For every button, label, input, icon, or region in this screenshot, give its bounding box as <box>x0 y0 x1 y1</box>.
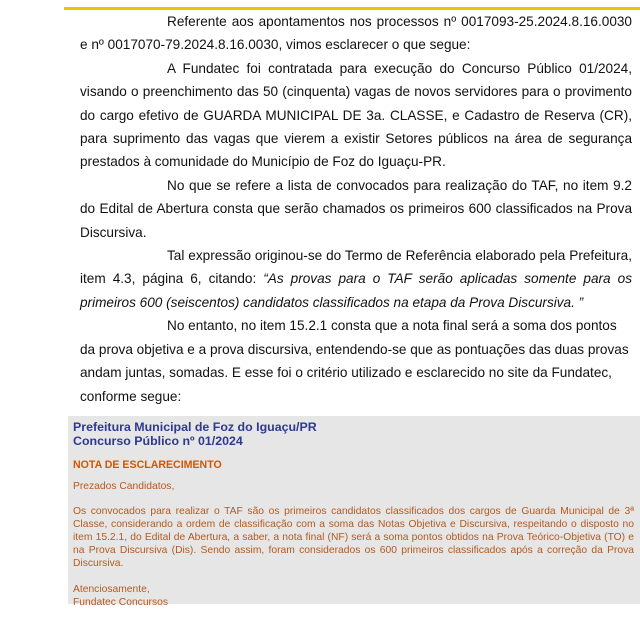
paragraph-origin <box>80 244 632 314</box>
notice-greeting: Prezados Candidatos, <box>73 481 175 492</box>
paragraph-reference: Referente aos apontamentos nos processos nº 0017093-25.2024.8.16.0030 e nº 0017070-79.2024.8.16.0030, vimos esclarecer o que segue: <box>80 14 632 53</box>
origin-quote: “As provas para o TAF serão aplicadas somente para os primeiros 600 (seiscentos) candidatos classificados na etapa da Prova Discursiva. ” <box>80 271 632 310</box>
notice-signature: Fundatec Concursos <box>73 597 169 608</box>
paragraph-contract: A Fundatec foi contratada para execução do Concurso Público 01/2024, visando o preenchimento das 50 (cinquenta) vagas de novos servidores para o provimento do cargo efetivo de GUARDA MUNICIPAL DE 3a. CLASSE, e Cadastro de Reserva (CR), para suprimento das vagas que vierem a existir Setores públicos na área de segurança prestados à comunidade do Município de Foz do Iguaçu-PR. <box>80 60 632 170</box>
paragraph-criterion: No entanto, no item 15.2.1 consta que a nota final será a soma dos pontos da prova objetiva e a prova discursiva, entendendo-se que as pontuações das duas provas andam juntas, somadas. E esse foi o critério utilizado e esclarecido no site da Fundatec, conforme segue: <box>80 318 629 404</box>
letter-body <box>80 10 632 408</box>
paragraph-taf-list: No que se refere a lista de convocados para realização do TAF, no item 9.2 do Edital de Abertura consta que serão chamados os primeiros 600 classificados na Prova Discursiva. <box>80 177 632 240</box>
clarification-notice <box>68 416 640 608</box>
notice-closing: Atenciosamente, <box>73 584 150 595</box>
notice-heading-concurso: Concurso Público nº 01/2024 <box>73 434 243 448</box>
notice-text: Os convocados para realizar o TAF são os primeiros candidatos classificados dos cargos de Guarda Municipal de 3ª Classe, considerando a ordem de classificação com a soma das Notas Objetiva e Discursiva, respeitando o disposto no item 15.2.1, do Edital de Abertura, a saber, a nota final (NF) será a soma pontos obtidos na Prova Teórico-Objetiva (TO) e na Prova Discursiva (Dis). Sendo assim, foram considerados os 600 primeiros classificados após a correção da Prova Discursiva. <box>73 506 634 569</box>
notice-title: NOTA DE ESCLARECIMENTO <box>73 459 222 471</box>
notice-heading-prefeitura: Prefeitura Municipal de Foz do Iguaçu/PR <box>73 420 317 434</box>
origin-lead: Tal expressão originou-se do Termo de Referência elaborado pela Prefeitura, item 4.3, página 6, citando: <box>80 248 632 287</box>
